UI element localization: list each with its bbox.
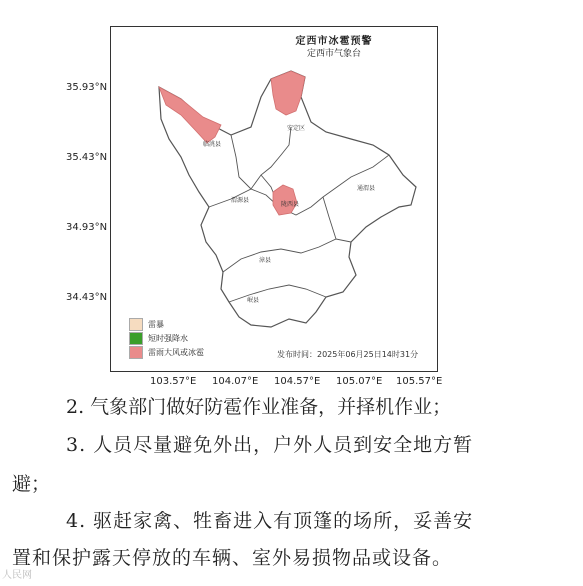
- lat-label: 34.43°N: [66, 292, 108, 303]
- county-label-minxian: 岷县: [247, 297, 260, 304]
- county-label-longxi: 陇西县: [281, 201, 300, 208]
- legend-item: [129, 331, 204, 345]
- item-2-text: 2. 气象部门做好防雹作业准备，并择机作业；: [66, 396, 452, 418]
- lat-label: 34.93°N: [66, 222, 108, 233]
- legend-swatch-hail: [129, 346, 143, 359]
- release-time: 发布时间：2025年06月25日14时31分: [277, 350, 419, 359]
- legend-label: 雷雨大风或冰雹: [148, 347, 204, 357]
- map-subtitle: 定西市气象台: [306, 49, 361, 59]
- map-frame: [110, 26, 438, 372]
- item-4-continued: 置和保护露天停放的车辆、室外易损物品或设备。: [12, 547, 453, 569]
- item-4-text: 4. 驱赶家禽、牲畜进入有顶篷的场所，妥善安: [66, 510, 474, 532]
- legend-swatch-heavy-rain: [129, 332, 143, 345]
- lat-label: 35.93°N: [66, 82, 108, 93]
- legend-swatch-thunderstorm: [129, 318, 143, 331]
- legend-item: [129, 317, 204, 331]
- county-label-weiyuan: 渭源县: [231, 197, 250, 204]
- legend-label: 短时强降水: [148, 333, 188, 343]
- county-label-zhangxian: 漳县: [259, 257, 272, 264]
- map-legend: [129, 317, 204, 359]
- map-title: 定西市冰雹预警: [295, 36, 373, 47]
- lon-label: 105.07°E: [336, 376, 383, 387]
- legend-item: [129, 345, 204, 359]
- lon-label: 105.57°E: [396, 376, 443, 387]
- item-3-continued: 避；: [12, 473, 51, 495]
- county-label-lintao: 临洮县: [203, 141, 222, 148]
- watermark: 人民网: [2, 570, 32, 581]
- county-label-anding: 安定区: [287, 125, 306, 132]
- item-3-text: 3. 人员尽量避免外出，户外人员到安全地方暂: [66, 434, 474, 456]
- lon-label: 104.07°E: [212, 376, 259, 387]
- lat-label: 35.43°N: [66, 152, 108, 163]
- lon-label: 103.57°E: [150, 376, 197, 387]
- county-label-tongwei: 通渭县: [357, 185, 376, 192]
- legend-label: 雷暴: [148, 319, 164, 329]
- lon-label: 104.57°E: [274, 376, 321, 387]
